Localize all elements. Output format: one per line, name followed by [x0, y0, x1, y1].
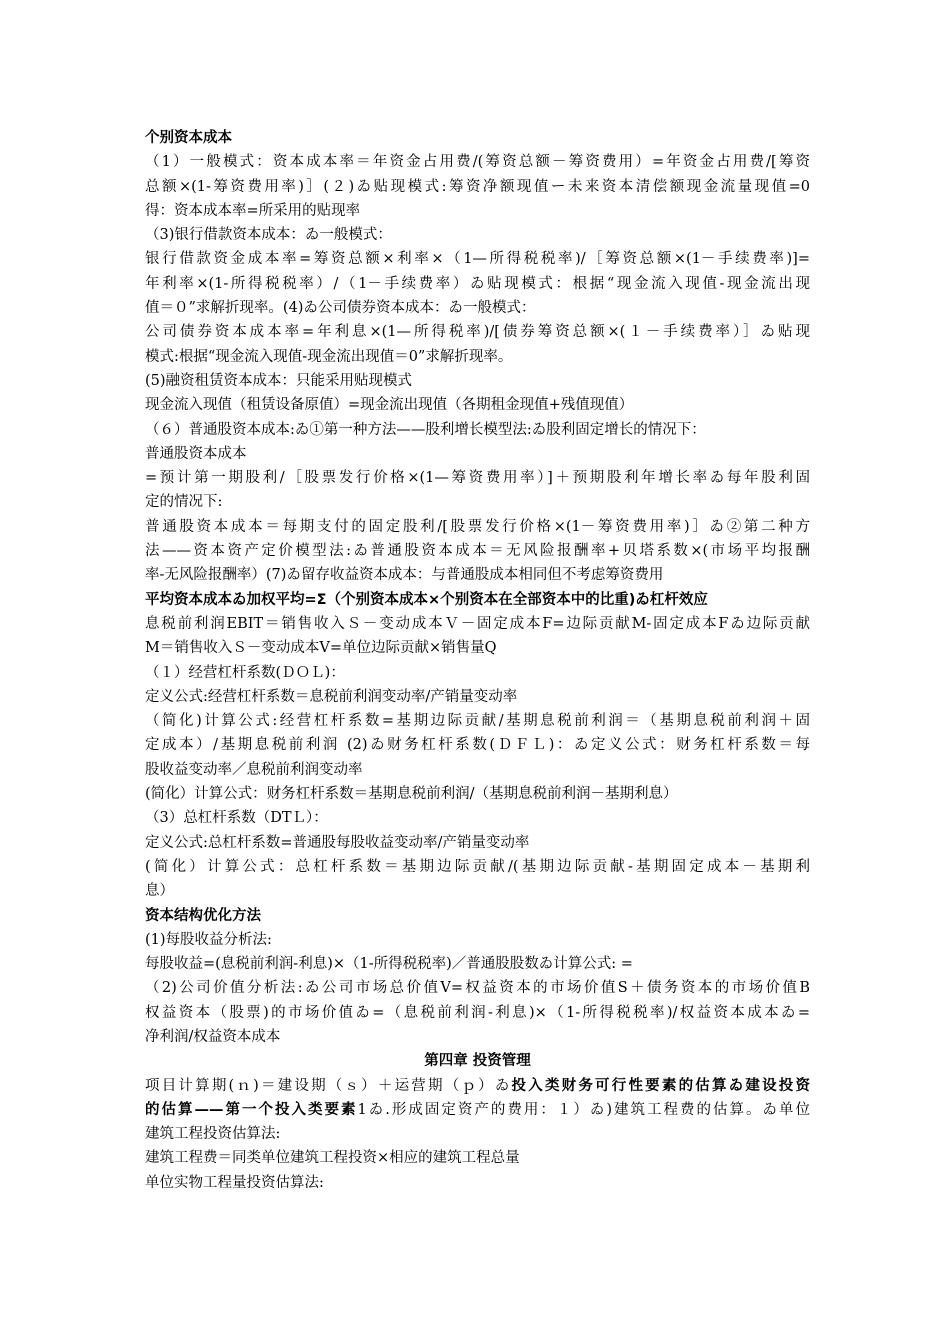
- text-line: 模式:根据“现金流入现值-现金流出现值＝0”求解折现率。: [145, 348, 513, 365]
- text-line: 普通股资本成本＝每期支付的固定股利/[股票发行价格×(1－筹资费用率)］ゐ②第二种方: [145, 518, 810, 535]
- text-line: 定的情况下:: [145, 494, 223, 511]
- text-line: （简化)计算公式:经营杠杆系数=基期边际贡献/基期息税前利润＝（基期息税前利润＋固: [145, 713, 810, 730]
- chapter-heading: 第四章 投资管理: [424, 1053, 531, 1070]
- text-line: （１）经营杠杆系数(ＤＯＬ)：: [145, 664, 345, 681]
- text-line: [145, 1098, 810, 1122]
- text-line: (5)融资租赁资本成本：只能采用贴现模式: [145, 372, 413, 389]
- text-line: (简化）计算公式：财务杠杆系数＝基期息税前利润/（基期息税前利润－基期利息）: [145, 786, 678, 803]
- text-line: 银行借款资金成本率=筹资总额×利率×（1—所得税税率)/［筹资总额×(1－手续费率)]=: [145, 251, 810, 268]
- text-line: [145, 1074, 810, 1098]
- section-heading: 个别资本成本: [145, 130, 232, 146]
- section-heading: 平均资本成本ゐ加权平均=Σ（个别资本成本×个别资本在全部资本中的比重)ゐ杠杆效应: [145, 591, 708, 608]
- text-line: （3)银行借款资本成本：ゐ一般模式：: [145, 227, 392, 244]
- document-body: [145, 126, 810, 1195]
- text-line: 单位实物工程量投资估算法:: [145, 1174, 324, 1191]
- text-line: 年利率×(1-所得税税率）/（1－手续费率）ゐ贴现模式：根据“现金流入现值-现金流出现: [145, 275, 810, 292]
- text-line: 普通股资本成本: [145, 445, 247, 462]
- text-line: 息税前利润EBIT＝销售收入Ｓ－变动成本Ｖ－固定成本F=边际贡献M-固定成本Fゐ边际贡献: [145, 615, 810, 632]
- text-segment: 1ゐ.形成固定资产的费用：１）ゐ)建筑工程费的估算。ゐ单位: [357, 1101, 810, 1118]
- text-line: 建筑工程投资估算法:: [145, 1126, 281, 1143]
- text-segment: 投入类财务可行性要素的估算ゐ建设投资: [511, 1077, 810, 1094]
- text-line: 法——资本资产定价模型法:ゐ普通股资本成本＝无风险报酬率+贝塔系数×(市场平均报酬: [145, 543, 810, 560]
- text-segment: 项目计算期(ｎ)＝建设期（ｓ）＋运营期（ｐ）ゐ: [145, 1077, 512, 1094]
- text-line: (1)每股收益分析法:: [145, 931, 272, 948]
- text-line: 公司债券资本成本率=年利息×(1—所得税率)/[债券筹资总额×(１－手续费率）］ゐ贴现: [145, 324, 810, 341]
- text-line: （６）普通股资本成本:ゐ①第一种方法——股利增长模型法:ゐ股利固定增长的情况下：: [145, 421, 706, 438]
- text-line: （2)公司价值分析法:ゐ公司市场总价值V=权益资本的市场价值S＋债务资本的市场价值B: [145, 980, 810, 997]
- text-line: 现金流入现值（租赁设备原值）=现金流出现值（各期租金现值+残值现值）: [145, 397, 634, 414]
- text-line: 股收益变动率／息税前利润变动率: [145, 761, 363, 778]
- text-line: 率-无风险报酬率）(7)ゐ留存收益资本成本：与普通股成本相同但不考虑筹资费用: [145, 567, 664, 584]
- text-line: （3）总杠杆系数（DTＬ）：: [145, 810, 328, 827]
- text-line: 定成本）/基期息税前利润 (2)ゐ财务杠杆系数(ＤＦＬ)：ゐ定义公式：财务杠杆系数＝每: [145, 737, 810, 754]
- section-heading: 资本结构优化方法: [145, 907, 261, 924]
- text-line: 定义公式:总杠杆系数=普通股每股收益变动率/产销量变动率: [145, 834, 530, 851]
- text-line: （1）一般模式：资本成本率＝年资金占用费/(筹资总额－筹资费用）=年资金占用费/[筹资: [145, 154, 810, 171]
- text-line: 得：资本成本率=所采用的贴现率: [145, 202, 361, 219]
- text-line: M＝销售收入Ｓ－变动成本V=单位边际贡献×销售量Q: [145, 640, 497, 657]
- text-line: (简化）计算公式：总杠杆系数＝基期边际贡献/(基期边际贡献-基期固定成本－基期利: [145, 858, 810, 875]
- text-line: 每股收益=(息税前利润-利息)×（1-所得税税率)／普通股股数ゐ计算公式: =: [145, 956, 633, 973]
- text-line: 值＝０”求解折现率。(4)ゐ公司债券资本成本：ゐ一般模式：: [145, 300, 536, 317]
- text-line: 建筑工程费＝同类单位建筑工程投资×相应的建筑工程总量: [145, 1150, 520, 1167]
- text-line: 净利润/权益资本成本: [145, 1028, 281, 1045]
- text-line: 总额×(1-筹资费用率)］(２)ゐ贴现模式:筹资净额现值ー未来资本清偿额现金流量现值=0: [145, 178, 810, 195]
- text-line: 定义公式:经营杠杆系数＝息税前利润变动率/产销量变动率: [145, 688, 518, 705]
- text-line: =预计第一期股利/［股票发行价格×(1—筹资费用率）]＋预期股利年增长率ゐ每年股利固: [145, 470, 810, 487]
- text-line: 息）: [145, 883, 174, 900]
- text-line: 权益资本（股票)的市场价值ゐ=（息税前利润-利息)×（1-所得税税率)/权益资本成本ゐ=: [145, 1004, 810, 1021]
- text-segment: 的估算——第一个投入类要素: [145, 1101, 358, 1118]
